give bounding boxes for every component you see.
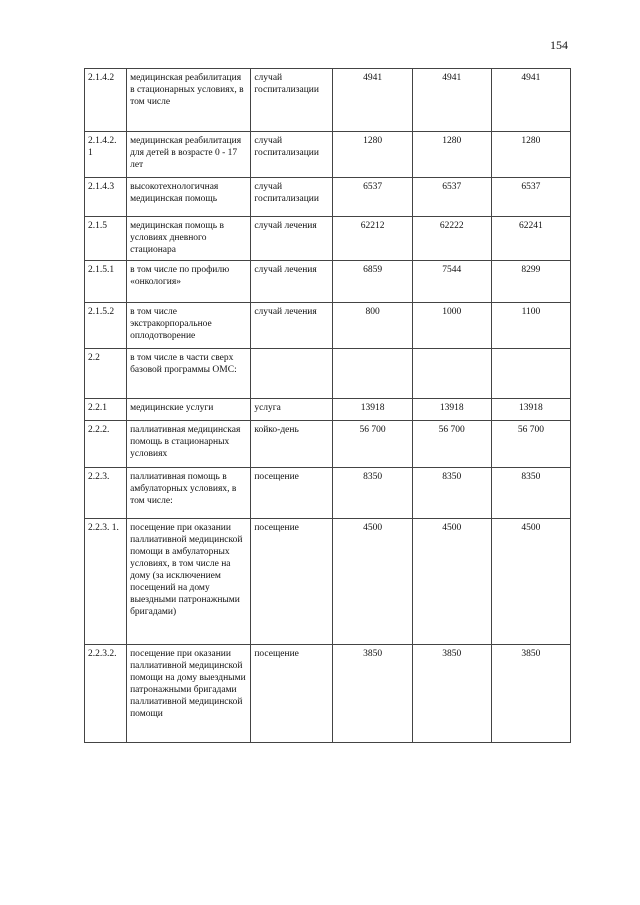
row-unit: случай госпитализации — [251, 132, 333, 178]
value-cell: 62222 — [412, 217, 491, 261]
row-unit: услуга — [251, 399, 333, 421]
table-row — [85, 303, 571, 349]
value-cell: 62212 — [333, 217, 412, 261]
row-name: медицинская реабилитация для детей в возрасте 0 - 17 лет — [127, 132, 251, 178]
table-row — [85, 421, 571, 468]
table-row — [85, 468, 571, 519]
row-name: медицинская помощь в условиях дневного стационара — [127, 217, 251, 261]
row-code: 2.2.2. — [85, 421, 127, 468]
table-row — [85, 519, 571, 645]
table-row — [85, 645, 571, 743]
value-cell: 1280 — [333, 132, 412, 178]
value-cell: 8350 — [491, 468, 570, 519]
value-cell: 4500 — [412, 519, 491, 645]
value-cell: 13918 — [491, 399, 570, 421]
value-cell: 1100 — [491, 303, 570, 349]
table-row — [85, 69, 571, 132]
value-cell: 56 700 — [333, 421, 412, 468]
table-row — [85, 261, 571, 303]
row-code: 2.1.5.1 — [85, 261, 127, 303]
row-code: 2.2 — [85, 349, 127, 399]
row-name: в том числе экстракорпоральное оплодотворение — [127, 303, 251, 349]
value-cell: 3850 — [491, 645, 570, 743]
value-cell: 6537 — [333, 178, 412, 217]
value-cell: 6537 — [412, 178, 491, 217]
row-code: 2.1.4.2. 1 — [85, 132, 127, 178]
value-cell: 4500 — [491, 519, 570, 645]
value-cell — [412, 349, 491, 399]
row-code: 2.2.3. 1. — [85, 519, 127, 645]
row-unit: случай лечения — [251, 217, 333, 261]
value-cell: 4500 — [333, 519, 412, 645]
value-cell — [491, 349, 570, 399]
row-unit: койко-день — [251, 421, 333, 468]
row-unit — [251, 349, 333, 399]
value-cell: 8350 — [412, 468, 491, 519]
row-name: паллиативная медицинская помощь в стационарных условиях — [127, 421, 251, 468]
table-row — [85, 178, 571, 217]
value-cell: 3850 — [333, 645, 412, 743]
row-name: в том числе в части сверх базовой программы ОМС: — [127, 349, 251, 399]
value-cell: 1280 — [491, 132, 570, 178]
value-cell: 56 700 — [412, 421, 491, 468]
value-cell: 56 700 — [491, 421, 570, 468]
table-row — [85, 217, 571, 261]
row-code: 2.1.4.3 — [85, 178, 127, 217]
value-cell: 6859 — [333, 261, 412, 303]
row-name: посещение при оказании паллиативной медицинской помощи на дому выездными патронажными бригадами паллиативной медицинской помощи — [127, 645, 251, 743]
value-cell: 8350 — [333, 468, 412, 519]
value-cell: 4941 — [491, 69, 570, 132]
row-unit: случай госпитализации — [251, 178, 333, 217]
value-cell: 1280 — [412, 132, 491, 178]
row-unit: случай лечения — [251, 261, 333, 303]
row-name: посещение при оказании паллиативной медицинской помощи в амбулаторных условиях, в том числе на дому (за исключением посещений на дому выездными патронажными бригадами) — [127, 519, 251, 645]
row-name: медицинские услуги — [127, 399, 251, 421]
value-cell: 13918 — [412, 399, 491, 421]
row-code: 2.2.3. — [85, 468, 127, 519]
value-cell: 3850 — [412, 645, 491, 743]
row-code: 2.2.1 — [85, 399, 127, 421]
row-unit: посещение — [251, 519, 333, 645]
row-code: 2.2.3.2. — [85, 645, 127, 743]
volume-table — [84, 68, 571, 743]
row-unit: посещение — [251, 468, 333, 519]
row-code: 2.1.4.2 — [85, 69, 127, 132]
value-cell: 800 — [333, 303, 412, 349]
value-cell: 4941 — [412, 69, 491, 132]
value-cell: 6537 — [491, 178, 570, 217]
value-cell: 1000 — [412, 303, 491, 349]
value-cell: 8299 — [491, 261, 570, 303]
value-cell: 62241 — [491, 217, 570, 261]
row-unit: случай лечения — [251, 303, 333, 349]
value-cell: 4941 — [333, 69, 412, 132]
row-code: 2.1.5 — [85, 217, 127, 261]
row-unit: посещение — [251, 645, 333, 743]
row-code: 2.1.5.2 — [85, 303, 127, 349]
row-name: в том числе по профилю «онкология» — [127, 261, 251, 303]
value-cell: 7544 — [412, 261, 491, 303]
row-name: высокотехнологичная медицинская помощь — [127, 178, 251, 217]
page-number: 154 — [550, 38, 568, 52]
table-row — [85, 132, 571, 178]
row-name: паллиативная помощь в амбулаторных условиях, в том числе: — [127, 468, 251, 519]
row-name: медицинская реабилитация в стационарных условиях, в том числе — [127, 69, 251, 132]
table-row — [85, 399, 571, 421]
value-cell — [333, 349, 412, 399]
table-row — [85, 349, 571, 399]
row-unit: случай госпитализации — [251, 69, 333, 132]
value-cell: 13918 — [333, 399, 412, 421]
